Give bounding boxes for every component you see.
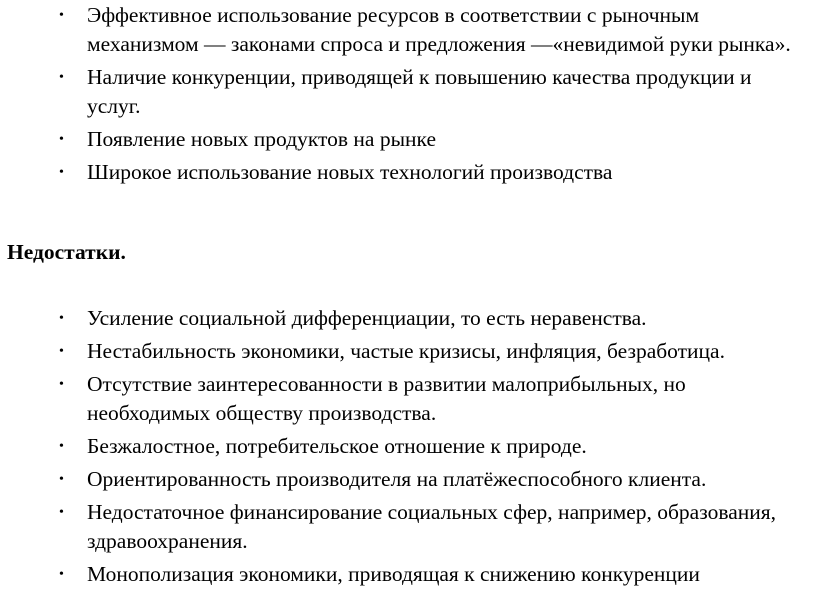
bullet-icon: • (59, 70, 64, 85)
bullet-icon: • (59, 132, 64, 147)
disadvantages-list (0, 304, 816, 593)
bullet-icon: • (59, 472, 64, 487)
bullet-icon: • (59, 311, 64, 326)
list-item (0, 1, 816, 59)
list-item-text: Широкое использование новых технологий производства (87, 160, 613, 184)
bullet-icon: • (59, 567, 64, 582)
list-item (0, 337, 816, 366)
list-item-text: Нестабильность экономики, частые кризисы, инфляция, безработица. (87, 339, 725, 363)
list-item (0, 560, 816, 589)
list-item-text: Отсутствие заинтересованности в развитии малоприбыльных, но необходимых обществу производства. (87, 372, 686, 425)
bullet-icon: • (59, 439, 64, 454)
bullet-icon: • (59, 505, 64, 520)
list-item (0, 498, 816, 556)
list-item-text: Ориентированность производителя на платёжеспособного клиента. (87, 467, 707, 491)
list-item (0, 304, 816, 333)
list-item (0, 465, 816, 494)
bullet-icon: • (59, 165, 64, 180)
list-item-text: Усиление социальной дифференциации, то есть неравенства. (87, 306, 647, 330)
list-item (0, 125, 816, 154)
list-item-text: Безжалостное, потребительское отношение к природе. (87, 434, 587, 458)
list-item-text: Наличие конкуренции, приводящей к повышению качества продукции и услуг. (87, 65, 752, 118)
list-item (0, 63, 816, 121)
list-item-text: Недостаточное финансирование социальных сфер, например, образования, здравоохранения. (87, 500, 777, 553)
list-item-text: Эффективное использование ресурсов в соответствии с рыночным механизмом — законами спроса и предложения —«невидимой руки рынка». (87, 3, 791, 56)
bullet-icon: • (59, 344, 64, 359)
list-item (0, 370, 816, 428)
advantages-list (0, 1, 816, 191)
list-item-text: Появление новых продуктов на рынке (87, 127, 437, 151)
list-item (0, 432, 816, 461)
list-item-text: Монополизация экономики, приводящая к снижению конкуренции (87, 562, 700, 586)
list-item (0, 158, 816, 187)
bullet-icon: • (59, 8, 64, 23)
bullet-icon: • (59, 377, 64, 392)
disadvantages-heading: Недостатки. (7, 240, 126, 264)
